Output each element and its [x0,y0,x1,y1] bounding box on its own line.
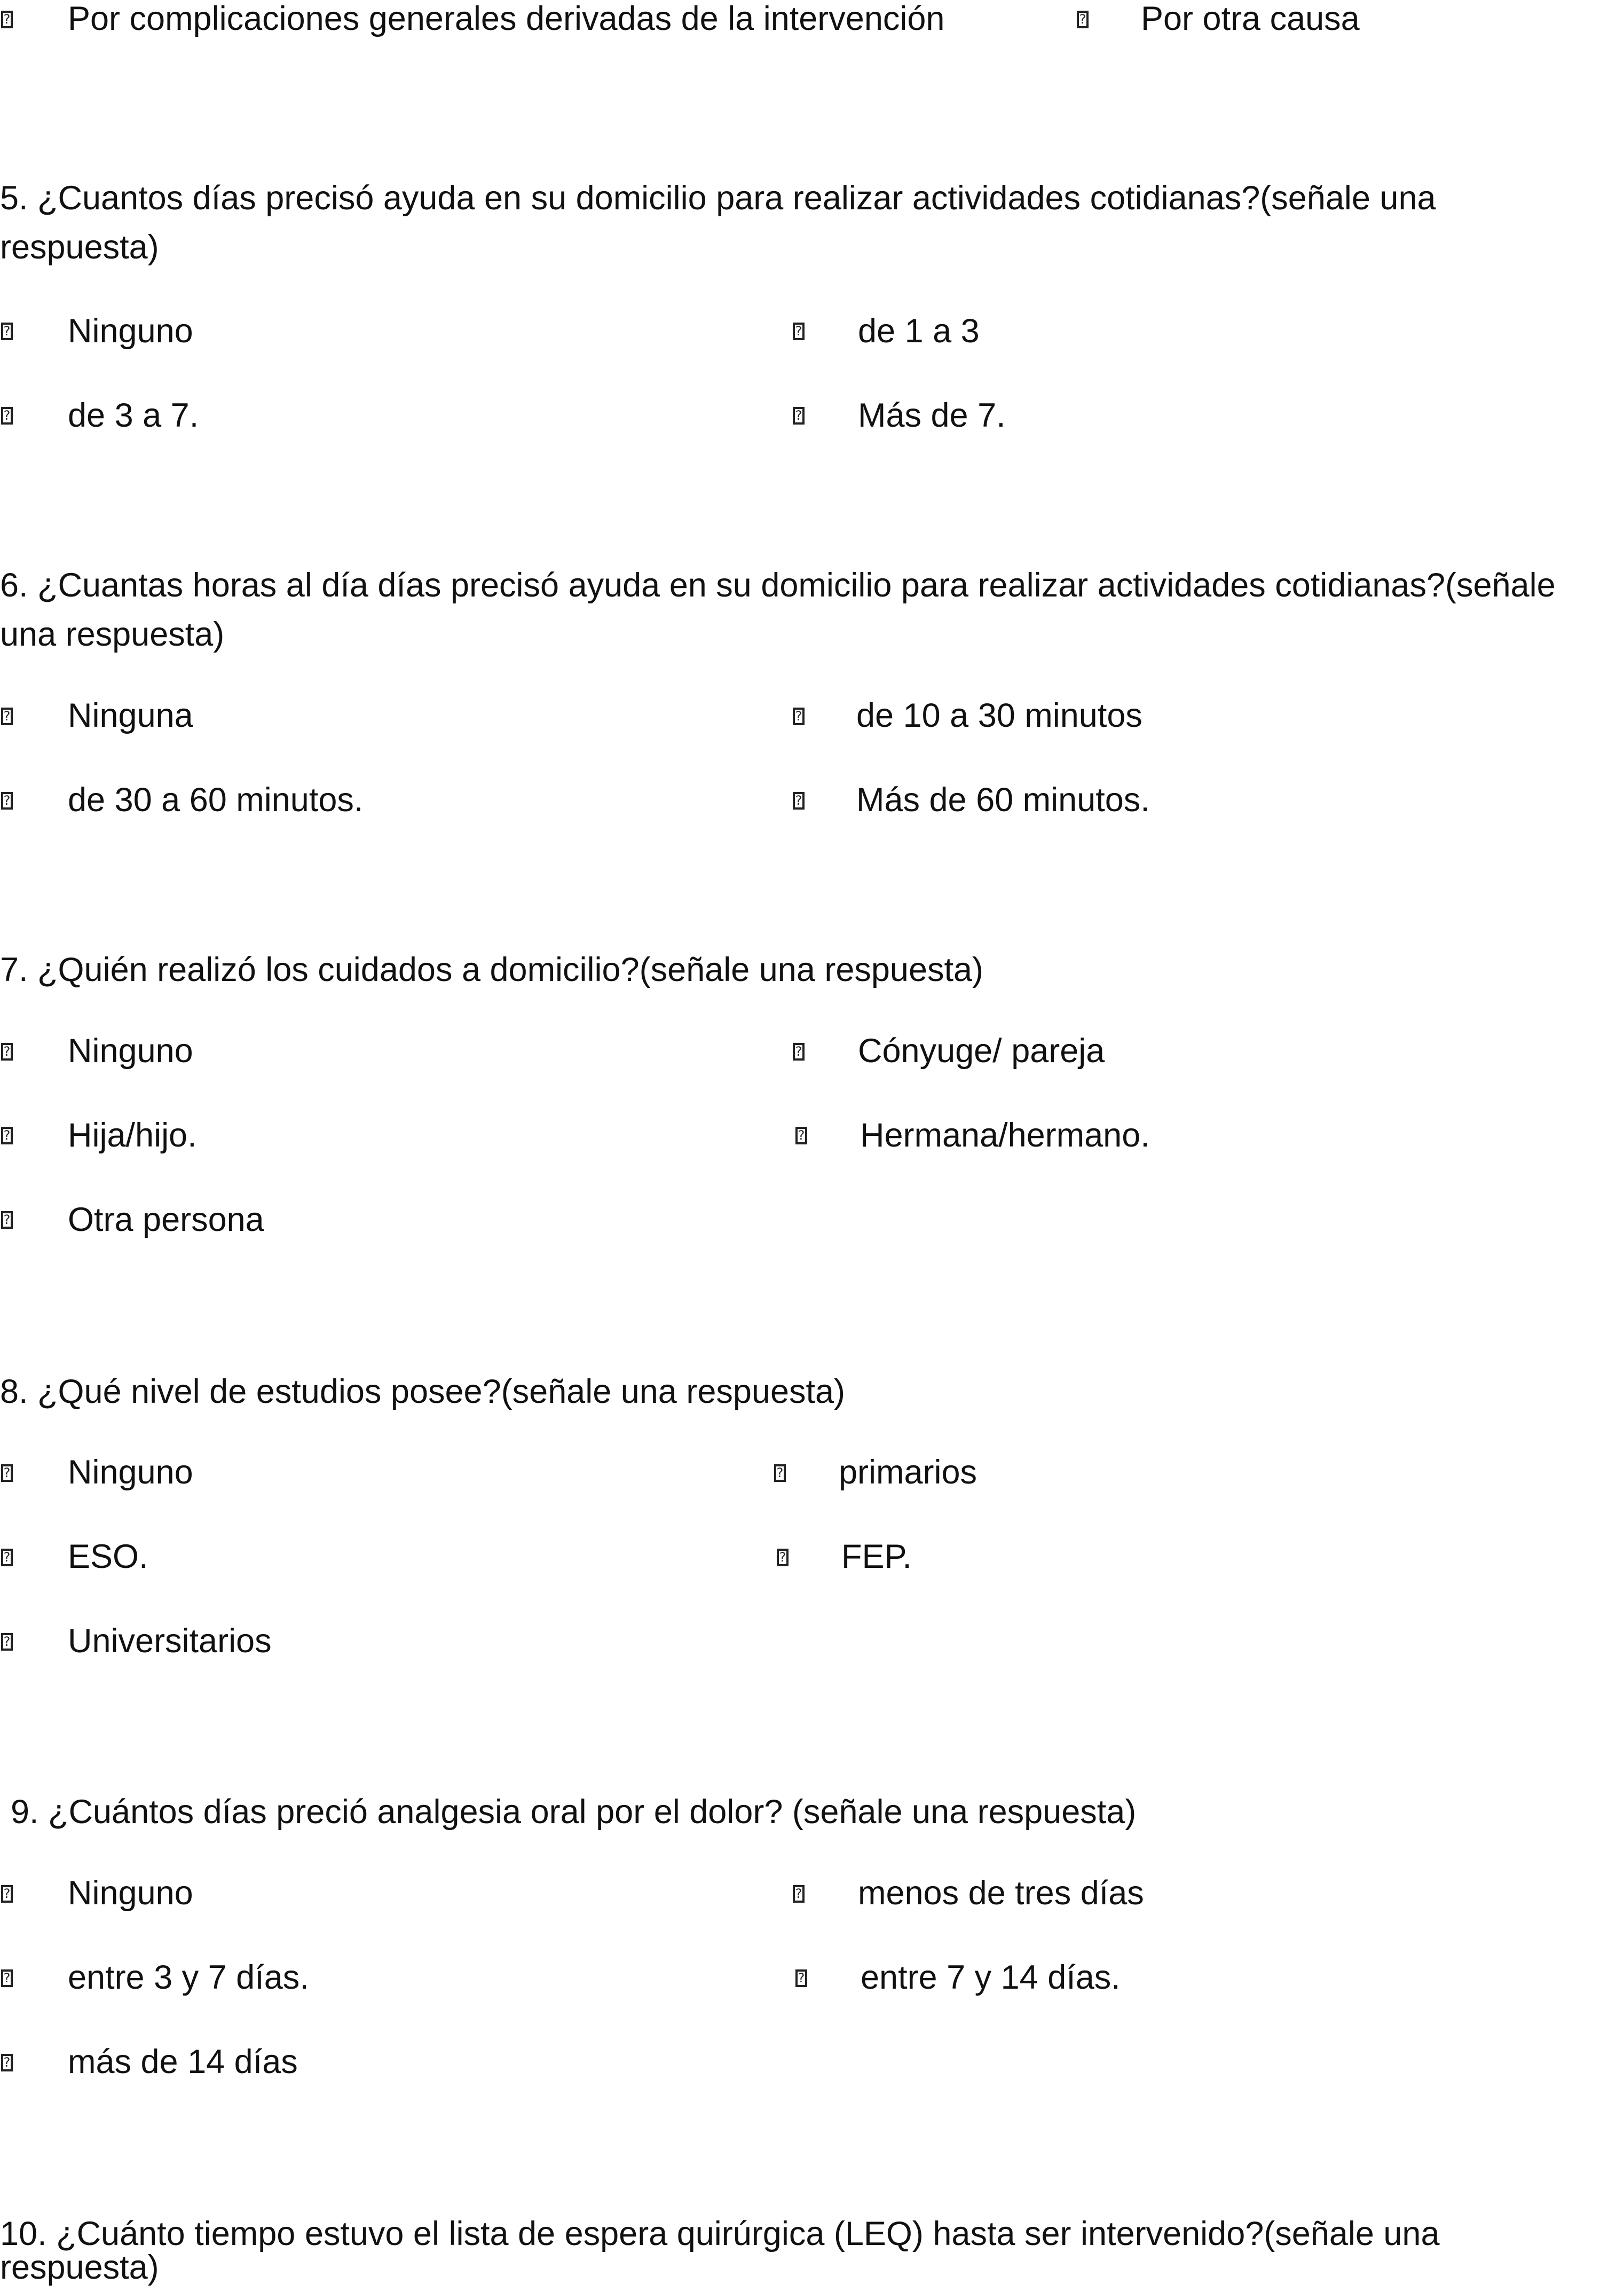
option-label: entre 3 y 7 días. [68,1959,309,1996]
checkbox-icon[interactable]: ? [1,1633,13,1651]
option-label: Ninguno [68,1454,193,1491]
checkbox-icon[interactable]: ? [1,407,13,425]
checkbox-icon[interactable]: ? [793,323,805,340]
question-5-text: 5. ¿Cuantos días precisó ayuda en su domicilio para realizar actividades cotidianas?(señale una [0,179,1436,217]
checkbox-icon[interactable]: ? [795,1127,807,1144]
option-label: de 1 a 3 [858,312,980,350]
question-10-text: 10. ¿Cuánto tiempo estuvo el lista de espera quirúrgica (LEQ) hasta ser intervenido?(señale una [0,2215,1440,2252]
option-label: Más de 7. [858,397,1006,434]
checkbox-icon[interactable]: ? [793,708,805,725]
checkbox-icon[interactable]: ? [1,1043,13,1061]
option-label: Hermana/hermano. [860,1117,1150,1154]
option-label: entre 7 y 14 días. [861,1959,1121,1996]
checkbox-icon[interactable]: ? [1,1885,13,1903]
checkbox-icon[interactable]: ? [1,323,13,340]
option-label: de 30 a 60 minutos. [68,781,364,819]
checkbox-icon[interactable]: ? [1,1969,13,1987]
option-label: de 10 a 30 minutos [856,697,1142,734]
question-7-text: 7. ¿Quién realizó los cuidados a domicilio?(señale una respuesta) [0,951,984,988]
option-label: Por complicaciones generales derivadas de la intervención [68,0,945,37]
checkbox-icon[interactable]: ? [793,792,805,810]
option-label: Universitarios [68,1622,272,1660]
checkbox-icon[interactable]: ? [1,11,13,28]
checkbox-icon[interactable]: ? [795,1969,807,1987]
option-label: de 3 a 7. [68,397,199,434]
option-label: ESO. [68,1538,148,1575]
option-label: Cónyuge/ pareja [858,1032,1105,1070]
option-label: Ninguno [68,1032,193,1070]
question-8-text: 8. ¿Qué nivel de estudios posee?(señale una respuesta) [0,1373,845,1410]
option-label: menos de tres días [858,1874,1144,1912]
checkbox-icon[interactable]: ? [1,1127,13,1144]
option-label: Ninguna [68,697,193,734]
checkbox-icon[interactable]: ? [777,1549,789,1566]
checkbox-icon[interactable]: ? [1,1211,13,1229]
question-5-text-cont: respuesta) [0,229,159,266]
checkbox-icon[interactable]: ? [793,1885,805,1903]
option-label: Más de 60 minutos. [856,781,1150,819]
option-label: FEP. [841,1538,912,1575]
checkbox-icon[interactable]: ? [1,708,13,725]
option-label: primarios [839,1454,977,1491]
option-label: más de 14 días [68,2043,298,2081]
checkbox-icon[interactable]: ? [1,2054,13,2071]
question-6-text: 6. ¿Cuantas horas al día días precisó ayuda en su domicilio para realizar actividades cotidianas?(señale [0,567,1556,604]
checkbox-icon[interactable]: ? [1,1549,13,1566]
checkbox-icon[interactable]: ? [774,1464,786,1482]
question-6-text-cont: una respuesta) [0,616,225,653]
option-label: Ninguno [68,312,193,350]
checkbox-icon[interactable]: ? [793,407,805,425]
option-label: Ninguno [68,1874,193,1912]
checkbox-icon[interactable]: ? [1,792,13,810]
checkbox-icon[interactable]: ? [1,1464,13,1482]
option-label: Otra persona [68,1201,264,1238]
option-label: Hija/hijo. [68,1117,197,1154]
checkbox-icon[interactable]: ? [793,1043,805,1061]
question-10-text-cont: respuesta) [0,2249,159,2286]
question-9-text: 9. ¿Cuántos días preció analgesia oral por el dolor? (señale una respuesta) [11,1793,1137,1831]
option-label: Por otra causa [1141,0,1360,37]
checkbox-icon[interactable]: ? [1077,11,1089,28]
